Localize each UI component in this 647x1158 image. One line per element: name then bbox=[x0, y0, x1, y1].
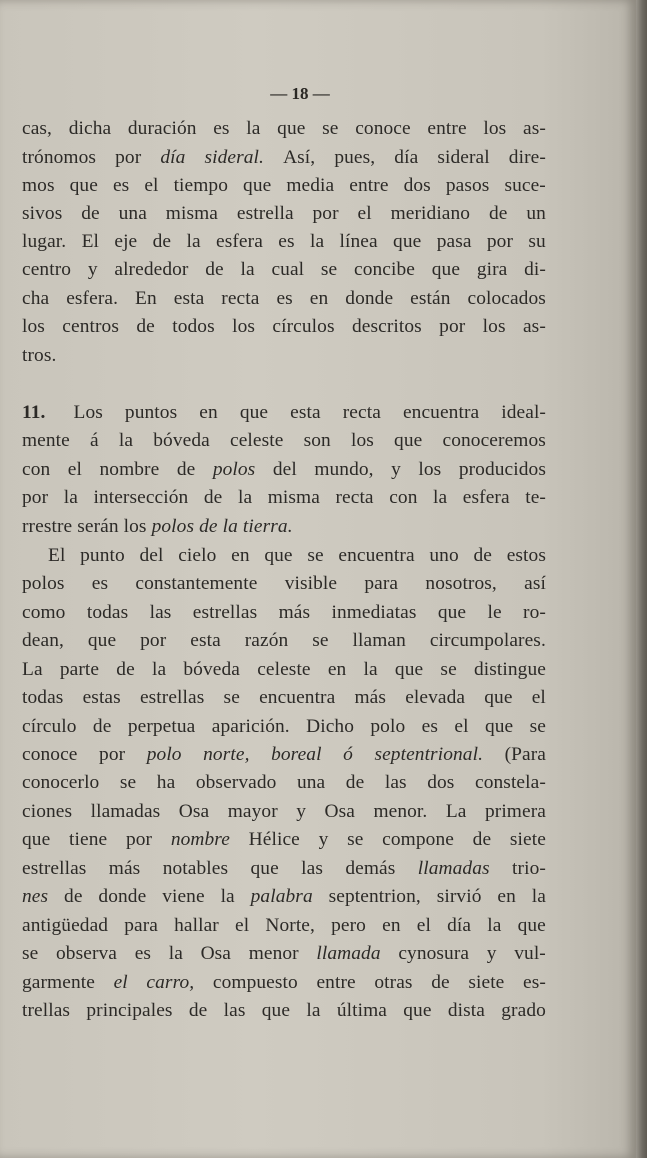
text-line: lugar. El eje de la esfera es la línea que pasa por su bbox=[22, 231, 546, 252]
text-line: todas estas estrellas se encuentra más elevada que el bbox=[22, 687, 546, 708]
text-line: mente á la bóveda celeste son los que conoceremos bbox=[22, 430, 546, 451]
text-line: como todas las estrellas más inmediatas que le ro- bbox=[22, 602, 546, 623]
text-line: polos es constantemente visible para nosotros, así bbox=[22, 573, 546, 594]
text-line: conocerlo se ha observado una de las dos constela- bbox=[22, 772, 546, 793]
text-line: por la intersección de la misma recta con la esfera te- bbox=[22, 487, 546, 508]
text-line: El punto del cielo en que se encuentra uno de estos bbox=[48, 545, 546, 566]
text-line: sivos de una misma estrella por el meridiano de un bbox=[22, 203, 546, 224]
text-line: 11. Los puntos en que esta recta encuentra ideal- bbox=[22, 402, 546, 423]
text-line: antigüedad para hallar el Norte, pero en el día la que bbox=[22, 915, 546, 936]
text-line: La parte de la bóveda celeste en la que se distingue bbox=[22, 659, 546, 680]
page-edge bbox=[636, 0, 647, 1158]
text-line: tros. bbox=[22, 345, 57, 366]
text-line: trónomos por día sideral. Así, pues, día sideral dire- bbox=[22, 147, 546, 168]
text-line: conoce por polo norte, boreal ó septentrional. (Para bbox=[22, 744, 546, 765]
text-line: nes de donde viene la palabra septentrion, sirvió en la bbox=[22, 886, 546, 907]
text-line: se observa es la Osa menor llamada cynosura y vul- bbox=[22, 943, 546, 964]
text-line: trellas principales de las que la última que dista grado bbox=[22, 1000, 546, 1021]
text-line: mos que es el tiempo que media entre dos pasos suce- bbox=[22, 175, 546, 196]
text-line: con el nombre de polos del mundo, y los producidos bbox=[22, 459, 546, 480]
text-line: que tiene por nombre Hélice y se compone de siete bbox=[22, 829, 546, 850]
text-line: los centros de todos los círculos descritos por los as- bbox=[22, 316, 546, 337]
page-number: — 18 — bbox=[270, 84, 330, 103]
text-line: centro y alrededor de la cual se concibe que gira di- bbox=[22, 259, 546, 280]
text-line: cas, dicha duración es la que se conoce entre los as- bbox=[22, 118, 546, 139]
text-line: círculo de perpetua aparición. Dicho polo es el que se bbox=[22, 716, 546, 737]
text-line: cha esfera. En esta recta es en donde están colocados bbox=[22, 288, 546, 309]
text-line: dean, que por esta razón se llaman circumpolares. bbox=[22, 630, 546, 651]
text-line: garmente el carro, compuesto entre otras de siete es- bbox=[22, 972, 546, 993]
text-line: rrestre serán los polos de la tierra. bbox=[22, 516, 293, 537]
text-line: ciones llamadas Osa mayor y Osa menor. La primera bbox=[22, 801, 546, 822]
text-line: estrellas más notables que las demás llamadas trio- bbox=[22, 858, 546, 879]
